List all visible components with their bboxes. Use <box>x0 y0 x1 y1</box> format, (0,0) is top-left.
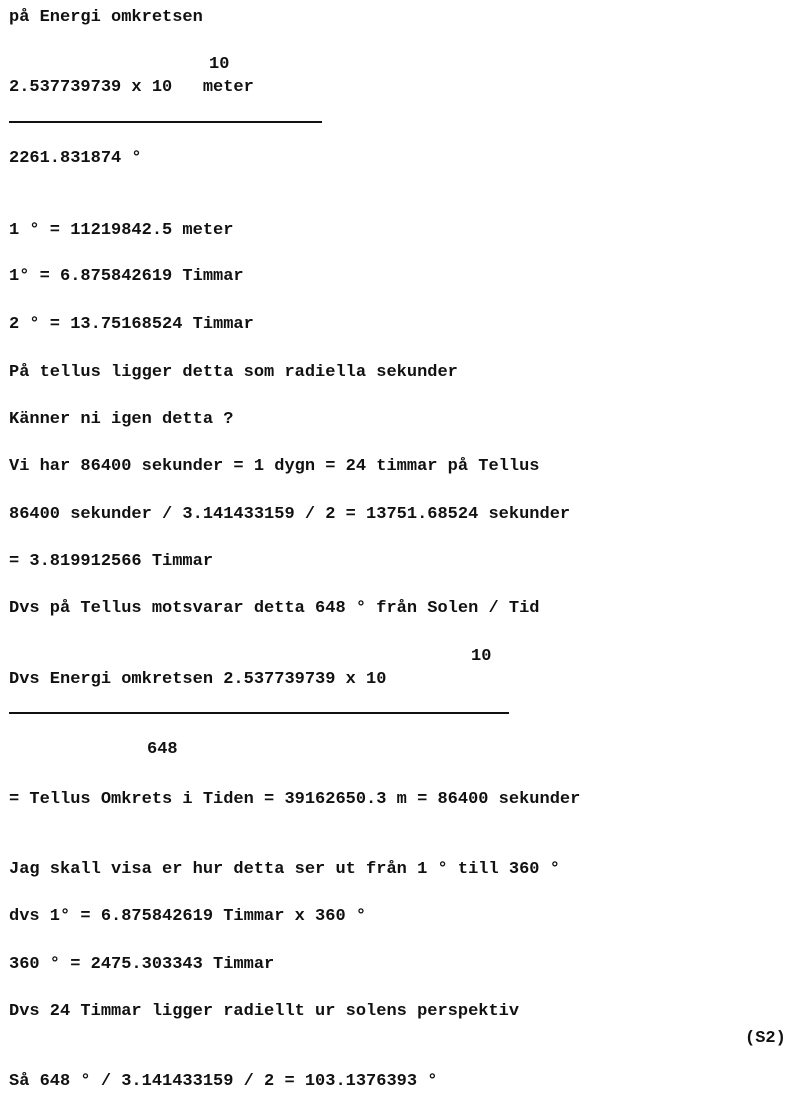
line-energy-circumference-heading: på Energi omkretsen <box>9 8 203 27</box>
exponent-1: 10 <box>209 55 230 74</box>
line-show-1-to-360: Jag skall visa er hur detta ser ut från 1 ° till 360 ° <box>9 860 560 879</box>
line-recognize-question: Känner ni igen detta ? <box>9 410 234 429</box>
line-energy-circumference-value: Dvs Energi omkretsen 2.537739739 x 10 <box>9 670 387 689</box>
line-360-degrees-hours: 360 ° = 2475.303343 Timmar <box>9 955 275 974</box>
line-radial-seconds: På tellus ligger detta som radiella sekunder <box>9 363 458 382</box>
fraction-rule-2 <box>9 712 509 714</box>
line-24-hours-radial: Dvs 24 Timmar ligger radiellt ur solens perspektiv <box>9 1002 520 1021</box>
line-two-degrees-hours: 2 ° = 13.75168524 Timmar <box>9 315 254 334</box>
line-tellus-circumference-time: = Tellus Omkrets i Tiden = 39162650.3 m = 86400 sekunder <box>9 790 581 809</box>
page-label: (S2) <box>745 1029 786 1048</box>
fraction-rule-1 <box>9 121 322 123</box>
line-648-degrees: Dvs på Tellus motsvarar detta 648 ° från Solen / Tid <box>9 599 540 618</box>
line-circumference-meter: 2.537739739 x 10 meter <box>9 78 254 97</box>
line-seconds-day: Vi har 86400 sekunder = 1 dygn = 24 timmar på Tellus <box>9 457 540 476</box>
line-648-division-result: Så 648 ° / 3.141433159 / 2 = 103.1376393 ° <box>9 1072 438 1091</box>
line-one-degree-hours: 1° = 6.875842619 Timmar <box>9 267 244 286</box>
line-one-degree-meter: 1 ° = 11219842.5 meter <box>9 221 234 240</box>
exponent-2: 10 <box>471 647 492 666</box>
line-seconds-division: 86400 sekunder / 3.141433159 / 2 = 13751.68524 sekunder <box>9 505 571 524</box>
line-degrees-total: 2261.831874 ° <box>9 149 142 168</box>
line-denominator-648: 648 <box>147 740 178 759</box>
line-hours-result: = 3.819912566 Timmar <box>9 552 214 571</box>
line-one-degree-times-360: dvs 1° = 6.875842619 Timmar x 360 ° <box>9 907 367 926</box>
